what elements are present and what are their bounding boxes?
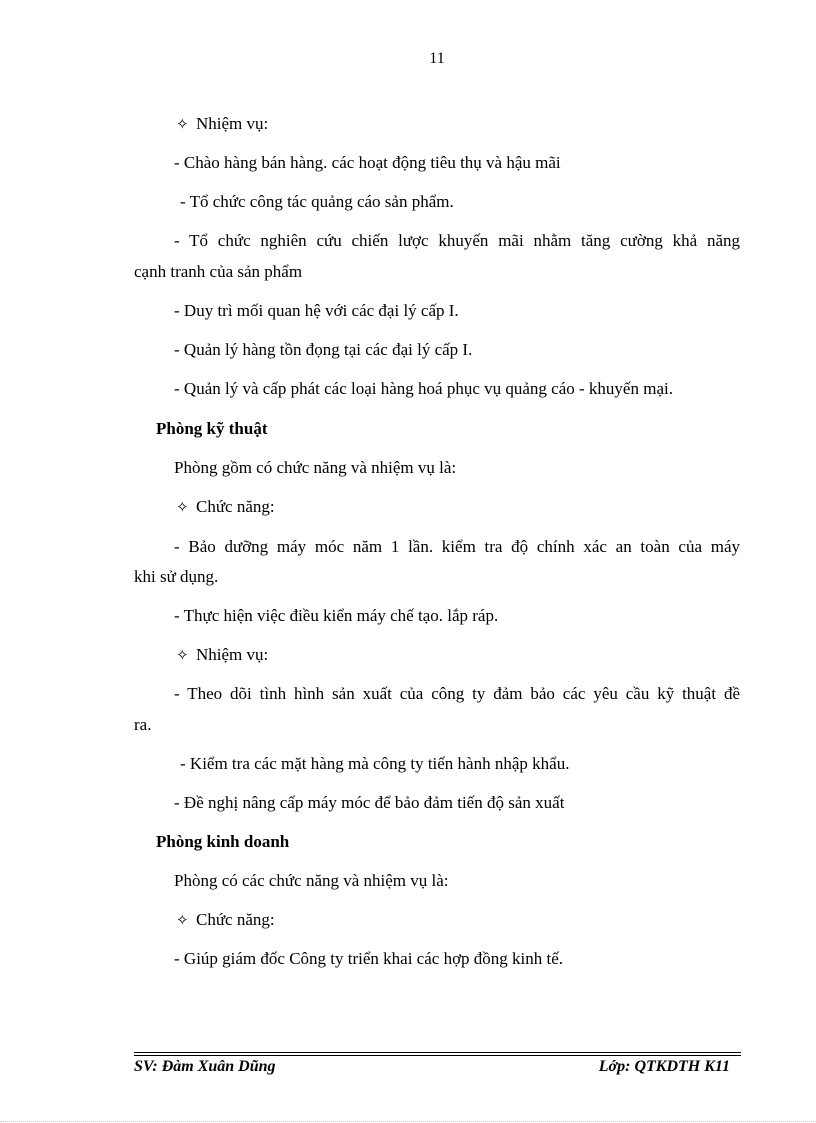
- functions-heading-1: [176, 497, 275, 517]
- paragraph-line: - Duy trì mối quan hệ với các đại lý cấp I.: [174, 301, 459, 320]
- duties-label: Nhiệm vụ:: [196, 114, 269, 133]
- paragraph-line: - Tổ chức nghiên cứu chiến lược khuyến mãi nhằm tăng cường khả năng: [174, 231, 740, 250]
- paragraph-line: - Theo dõi tình hình sản xuất của công ty đảm bảo các yêu cầu kỹ thuật đề: [174, 684, 740, 703]
- section-heading-business: Phòng kinh doanh: [156, 832, 290, 851]
- paragraph-line: cạnh tranh của sản phẩm: [134, 262, 303, 281]
- paragraph-line: - Quản lý và cấp phát các loại hàng hoá phục vụ quảng cáo - khuyến mại.: [174, 379, 673, 398]
- duties-label: Nhiệm vụ:: [196, 645, 269, 664]
- paragraph-line: - Tổ chức công tác quảng cáo sản phẩm.: [180, 192, 454, 211]
- paragraph-line: - Chào hàng bán hàng. các hoạt động tiêu thụ và hậu mãi: [174, 153, 561, 172]
- star-bullet-icon: ✧: [176, 115, 189, 133]
- paragraph-line: - Đề nghị nâng cấp máy móc để bảo đảm tiến độ sản xuất: [174, 793, 565, 812]
- paragraph-line: ra.: [134, 715, 152, 734]
- duties-heading-2: [176, 645, 268, 665]
- footer-rule: [134, 1055, 741, 1056]
- paragraph-line: - Thực hiện việc điều kiển máy chế tạo. lắp ráp.: [174, 606, 499, 625]
- paragraph-line: khi sử dụng.: [134, 567, 219, 586]
- footer-rule: [134, 1052, 741, 1053]
- star-bullet-icon: ✧: [176, 911, 189, 929]
- functions-label: Chức năng:: [196, 910, 275, 929]
- star-bullet-icon: ✧: [176, 646, 189, 664]
- footer-student: SV: Đàm Xuân Dũng: [134, 1058, 276, 1075]
- duties-heading-1: [176, 114, 268, 134]
- paragraph-line: Phòng có các chức năng và nhiệm vụ là:: [174, 871, 449, 890]
- paragraph-line: - Kiểm tra các mặt hàng mà công ty tiến hành nhập khẩu.: [180, 754, 570, 773]
- footer-class: Lớp: QTKDTH K11: [598, 1058, 730, 1075]
- functions-label: Chức năng:: [196, 497, 275, 516]
- paragraph-line: - Quản lý hàng tồn đọng tại các đại lý cấp I.: [174, 340, 473, 359]
- star-bullet-icon: ✧: [176, 498, 189, 516]
- functions-heading-2: [176, 910, 275, 930]
- page-number: 11: [429, 50, 445, 67]
- page-edge-divider: [0, 1121, 816, 1122]
- paragraph-line: - Bảo dưỡng máy móc năm 1 lần. kiểm tra độ chính xác an toàn của máy: [174, 537, 740, 556]
- paragraph-line: - Giúp giám đốc Công ty triển khai các hợp đồng kinh tế.: [174, 949, 564, 968]
- section-heading-technical: Phòng kỹ thuật: [156, 419, 268, 438]
- paragraph-line: Phòng gồm có chức năng và nhiệm vụ là:: [174, 458, 457, 477]
